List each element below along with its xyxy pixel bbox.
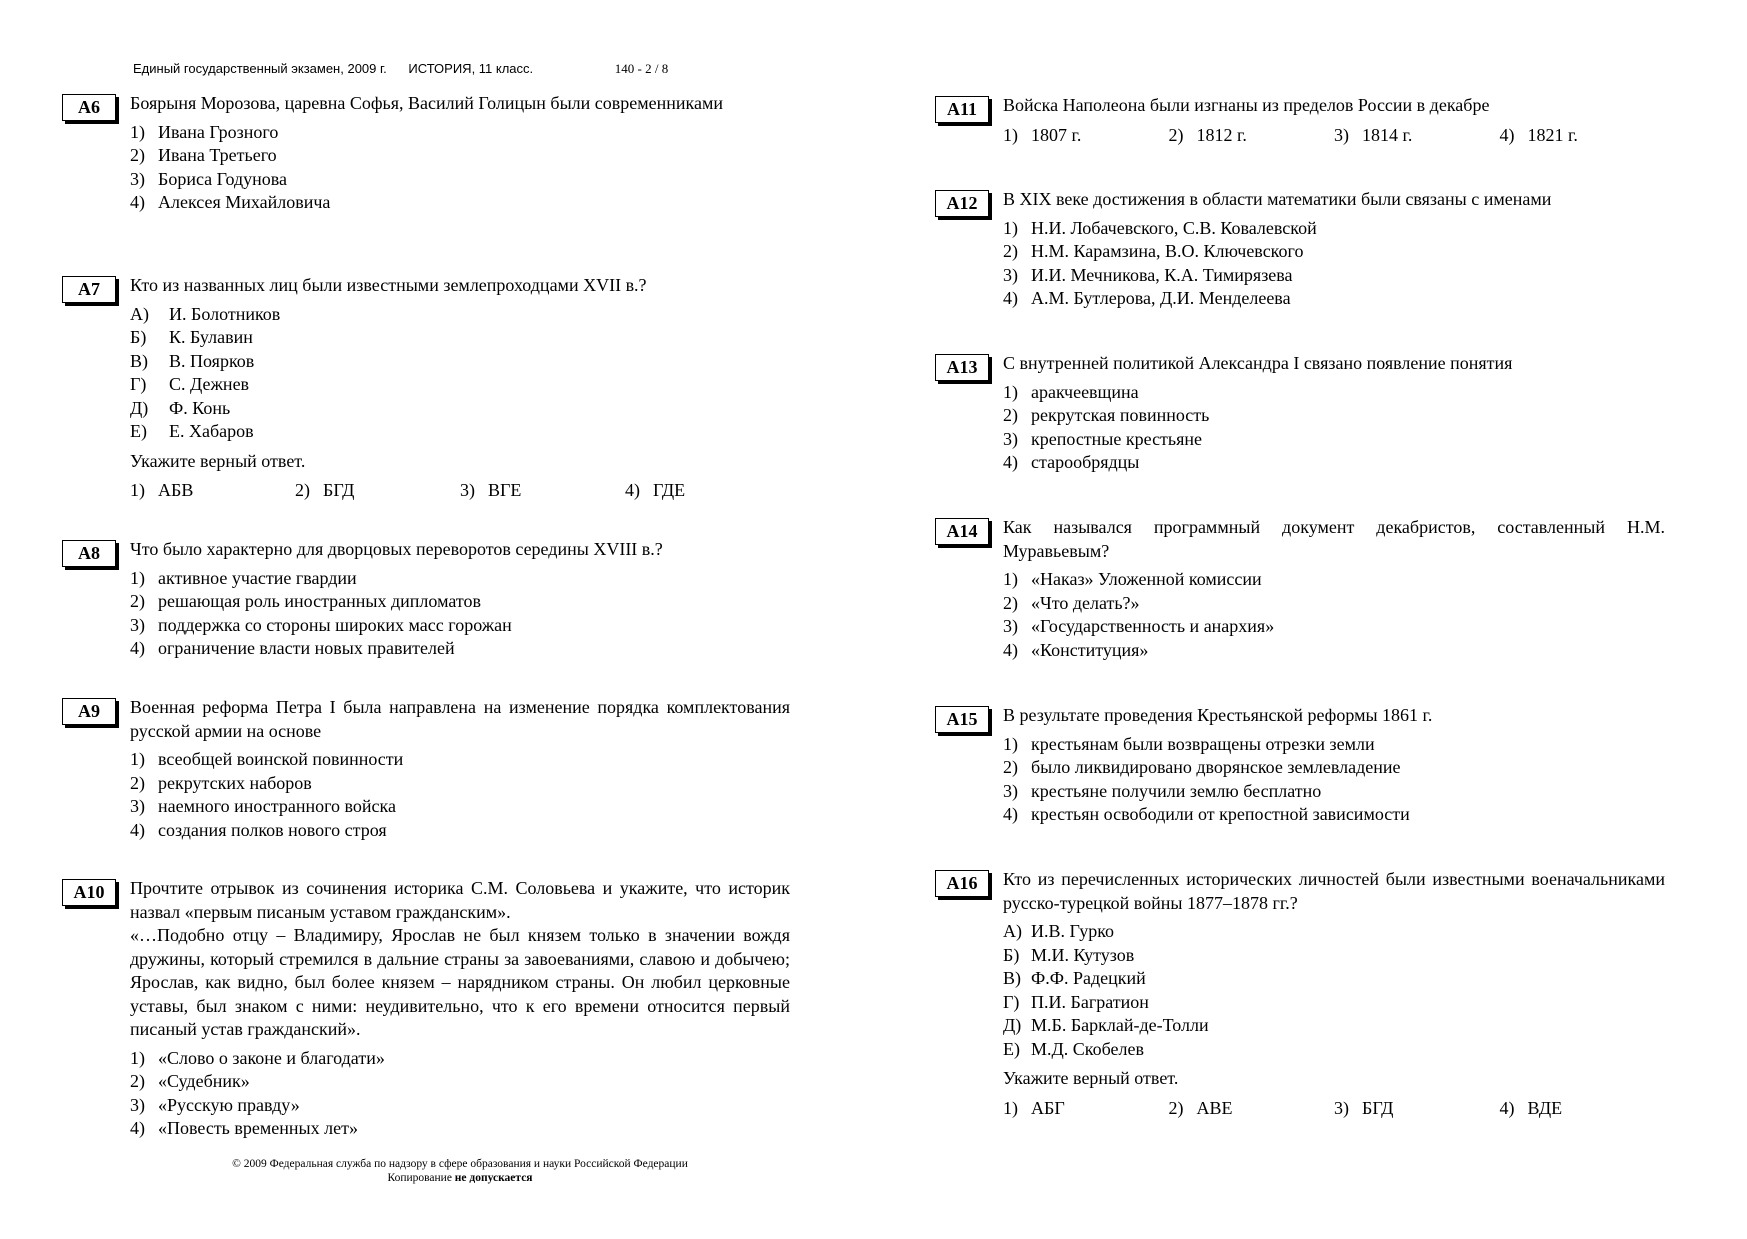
question-text: В XIX веке достижения в области математики были связаны с именами: [1003, 189, 1552, 209]
answer-option: 1) 1807 г.: [1003, 124, 1082, 145]
answer-option: 1) Ивана Грозного: [130, 121, 279, 142]
answer-option: 4) «Повесть временных лет»: [130, 1118, 358, 1138]
letter-option: Д) М.Б. Барклай-де-Толли: [1003, 1015, 1209, 1035]
answer-option: 4) Алексея Михайловича: [130, 192, 331, 212]
letter-option: Б) К. Булавин: [130, 327, 253, 347]
header-title: Единый государственный экзамен, 2009 г.: [133, 61, 387, 76]
question-number-badge: A8: [62, 540, 116, 567]
answer-hint: Укажите верный ответ.: [1003, 1068, 1179, 1088]
answer-option: 4) А.М. Бутлерова, Д.И. Менделеева: [1003, 288, 1291, 308]
question-a13: [935, 352, 1665, 475]
answer-option: 2) рекрутская повинность: [1003, 405, 1210, 425]
question-a9: [62, 696, 790, 842]
question-number-badge: A6: [62, 94, 116, 121]
answer-option: 1) всеобщей воинской повинности: [130, 749, 404, 769]
answer-option: 1) АБВ: [130, 480, 194, 500]
question-text: Прочтите отрывок из сочинения историка С.М. Соловьева и укажите, что историк назвал «первым писаным уставом гражданским».: [130, 878, 790, 922]
quote-excerpt: «…Подобно отцу – Владимиру, Ярослав не был князем только в значении вождя дружины, который стремился в дальние страны за завоеваниями, славою и добычею; Ярослав, как видно, был более князем – нарядником страны. Он любил церковные уставы, был знаком с ними: неудивительно, что к его времени относится первый писаный устав гражданский».: [130, 925, 790, 1039]
answer-option: 2) «Судебник»: [130, 1071, 250, 1091]
letter-option: А) И. Болотников: [130, 303, 281, 324]
answer-option: 4) создания полков нового строя: [130, 819, 387, 840]
question-text: Военная реформа Петра I была направлена на изменение порядка комплектования русской армии на основе: [130, 697, 790, 741]
answer-option: 3) наемного иностранного войска: [130, 796, 397, 816]
answer-option: 2) «Что делать?»: [1003, 592, 1140, 613]
question-number-badge: A9: [62, 698, 116, 725]
answer-option: 3) крепостные крестьяне: [1003, 428, 1203, 449]
letter-option: Б) М.И. Кутузов: [1003, 944, 1135, 965]
answer-option: 1) аракчеевщина: [1003, 381, 1139, 402]
letter-option: Д) Ф. Конь: [130, 397, 231, 418]
page-footer: [195, 1157, 725, 1185]
answer-option: 3) 1814 г.: [1334, 124, 1413, 145]
answer-option: 2) рекрутских наборов: [130, 772, 312, 793]
question-a10: [62, 877, 790, 1141]
header-page-number: 140 - 2 / 8: [614, 61, 669, 76]
page-header: [133, 61, 668, 77]
question-a6: [62, 92, 790, 215]
question-text: Боярыня Морозова, царевна Софья, Василий Голицын были современниками: [130, 93, 724, 113]
answer-option: 4) 1821 г.: [1499, 124, 1578, 145]
question-text: В результате проведения Крестьянской реформы 1861 г.: [1003, 705, 1433, 725]
question-a12: [935, 188, 1665, 311]
answer-option: 3) БГД: [1334, 1097, 1394, 1118]
answer-option: 1) «Слово о законе и благодати»: [130, 1047, 385, 1068]
answer-option: 4) «Конституция»: [1003, 639, 1149, 660]
letter-option: Г) С. Дежнев: [130, 374, 250, 394]
letter-option: Е) М.Д. Скобелев: [1003, 1038, 1145, 1059]
question-number-badge: A11: [935, 96, 989, 123]
answer-option: 1) АБГ: [1003, 1097, 1065, 1118]
header-subject: ИСТОРИЯ, 11 класс.: [408, 61, 534, 76]
answer-option: 2) Ивана Третьего: [130, 145, 277, 165]
answer-option: 2) АВЕ: [1168, 1097, 1233, 1118]
question-a14: [935, 516, 1665, 662]
question-number-badge: A12: [935, 190, 989, 217]
answer-option: 2) 1812 г.: [1168, 124, 1247, 145]
question-number-badge: A13: [935, 354, 989, 381]
answer-option: 1) активное участие гвардии: [130, 567, 357, 588]
answer-option: 4) ВДЕ: [1499, 1097, 1563, 1118]
question-number-badge: A15: [935, 706, 989, 733]
question-text: С внутренней политикой Александра I связано появление понятия: [1003, 353, 1513, 373]
question-text: Как назывался программный документ декабристов, составленный Н.М. Муравьевым?: [1003, 517, 1665, 561]
answer-option: 3) поддержка со стороны широких масс горожан: [130, 614, 512, 635]
question-text: Что было характерно для дворцовых переворотов середины XVIII в.?: [130, 539, 663, 559]
question-text: Войска Наполеона были изгнаны из пределов России в декабре: [1003, 95, 1490, 115]
question-a16: [935, 868, 1665, 1120]
answer-option: 3) крестьяне получили землю бесплатно: [1003, 780, 1322, 801]
answer-option: 3) И.И. Мечникова, К.А. Тимирязева: [1003, 264, 1293, 285]
letter-option: В) В. Поярков: [130, 350, 255, 371]
question-a15: [935, 704, 1665, 827]
answer-option: 1) крестьянам были возвращены отрезки земли: [1003, 733, 1375, 754]
answer-option: 4) старообрядцы: [1003, 452, 1140, 472]
question-a7: [62, 274, 790, 503]
answer-option: 1) «Наказ» Уложенной комиссии: [1003, 569, 1262, 589]
copying-notice: Копирование не допускается: [387, 1172, 533, 1184]
answer-hint: Укажите верный ответ.: [130, 450, 306, 471]
answer-option: 2) Н.М. Карамзина, В.О. Ключевского: [1003, 241, 1304, 261]
copyright-line: © 2009 Федеральная служба по надзору в сфере образования и науки Российской Федерации: [232, 1158, 688, 1170]
question-text: Кто из перечисленных исторических личностей были известными военачальниками русско-турецкой войны 1877–1878 гг.?: [1003, 869, 1665, 913]
answer-option: 2) решающая роль иностранных дипломатов: [130, 591, 481, 611]
letter-option: А) И.В. Гурко: [1003, 921, 1115, 941]
answer-option: 4) ограничение власти новых правителей: [130, 638, 455, 658]
question-text: Кто из названных лиц были известными землепроходцами XVII в.?: [130, 275, 647, 295]
answer-option: 4) ГДЕ: [625, 480, 686, 500]
letter-option: Е) Е. Хабаров: [130, 421, 254, 441]
question-a8: [62, 538, 790, 661]
question-number-badge: A10: [62, 879, 116, 906]
question-a11: [935, 94, 1665, 147]
question-number-badge: A14: [935, 518, 989, 545]
answer-option: 3) Бориса Годунова: [130, 168, 288, 189]
answer-option: 3) «Государственность и анархия»: [1003, 616, 1275, 636]
answer-option: 4) крестьян освободили от крепостной зависимости: [1003, 804, 1410, 824]
letter-option: Г) П.И. Багратион: [1003, 991, 1149, 1012]
answer-option: 2) БГД: [295, 480, 355, 500]
question-number-badge: A7: [62, 276, 116, 303]
letter-option: В) Ф.Ф. Радецкий: [1003, 968, 1146, 988]
answer-option: 1) Н.И. Лобачевского, С.В. Ковалевской: [1003, 217, 1317, 238]
answer-option: 2) было ликвидировано дворянское землевладение: [1003, 757, 1401, 777]
question-number-badge: A16: [935, 870, 989, 897]
answer-option: 3) ВГЕ: [460, 480, 522, 500]
answer-option: 3) «Русскую правду»: [130, 1094, 300, 1115]
